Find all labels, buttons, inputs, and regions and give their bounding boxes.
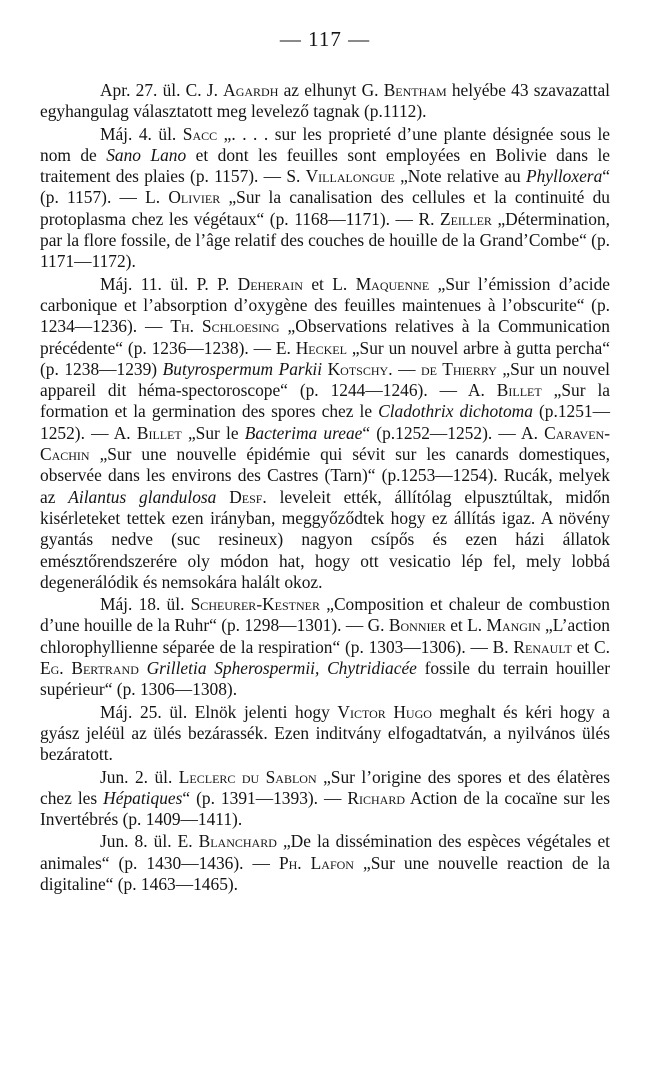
text-run: fossile du terrain houiller supérieur“ (p. 1306—1308). <box>40 658 611 700</box>
text-run: et L. <box>302 273 356 294</box>
author-name: Scheurer-Kestner <box>190 594 321 615</box>
text-run: „Détermination, par la flore fossile, de l’âge relatif des couches de houille de la Grand’Combe“ (p. 1171—1172). <box>40 208 610 272</box>
text-run: Action de la cocaïne sur les Invertébrés (p. 1409—1411). <box>40 787 610 830</box>
author-name: Renault <box>513 636 572 657</box>
text-run: et L. <box>445 615 487 636</box>
session-entry <box>40 767 610 831</box>
italic-term: Grilletia Spherospermii, Chytridiacée <box>146 658 417 679</box>
text-run: „Sur un nouvel appareil dit héma-spectoroscope“ (p. 1244—1246). — A. <box>40 358 611 401</box>
author-name: Bentham <box>383 80 447 100</box>
text-run: helyébe 43 szavazattal egyhangulag választatott meg levelező tagnak (p.1112). <box>40 80 610 122</box>
text-run: „Sur une nouvelle épidémie qui sévit sur les canards domestiques, observée dans les environs des Castres (Tarn)“ (p.1253—1254). Rucák, melyek az <box>40 444 610 507</box>
text-body <box>40 80 610 895</box>
author-name: Desf. <box>229 486 267 507</box>
text-run: Máj. 25. ül. Elnök jelenti hogy <box>100 701 338 722</box>
text-run: Jun. 2. ül. <box>100 766 179 787</box>
author-name: Mangin <box>486 615 541 636</box>
author-name: Villalongue <box>305 166 395 187</box>
italic-term: Butyrospermum Parkii <box>162 358 323 379</box>
text-run: Máj. 11. ül. P. P. <box>100 273 238 294</box>
text-run: „Sur la canalisation des cellules et la continuité du protoplasma chez les végétaux“ (p. 1168—1171). — R. <box>40 187 610 229</box>
italic-term: Sano Lano <box>106 144 187 165</box>
text-run: “ (p. 1157). — L. <box>40 166 610 208</box>
author-name: de Thierry <box>421 358 497 379</box>
text-run: Máj. 18. ül. <box>100 594 191 615</box>
italic-term: Hépatiques <box>103 787 183 808</box>
text-run <box>139 658 147 678</box>
text-run: “ (p. 1391—1393). — <box>182 787 348 808</box>
text-run: „Sur l’origine des spores et des élatères chez les <box>40 766 610 808</box>
author-name: Bonnier <box>388 615 446 636</box>
session-entry <box>40 702 610 766</box>
text-run: „Composition et chaleur de combustion d’une houille de la Ruhr“ (p. 1298—1301). — G. <box>40 594 610 636</box>
text-run: „. . . . sur les proprieté d’une plante désignée sous le nom de <box>40 123 610 165</box>
text-run: et C. <box>571 636 610 657</box>
text-run <box>216 487 229 507</box>
author-name: Richard <box>347 787 406 808</box>
author-name: Zeiller <box>439 208 492 229</box>
author-name: Heckel <box>295 337 347 358</box>
text-run: leveleit ették, állítólag elpusztúltak, midőn kisérleteket tettek ezen irányban, meggyőződtek hogy ez állítás igaz. A növény gyantás nedve (suc resineux) nagyon csípős és ezen házi állatok emésztőrendszerére oly módon hat, hogy ott vesicatio lép fel, mely lobbá degenerálódik és nemsokára halált okoz. <box>40 486 610 592</box>
author-name: Olivier <box>168 187 221 208</box>
text-run: meghalt és kéri hogy a gyász jeléül az ülés bezárassék. Ezen inditvány elfogadtatván, a nyilvános ülés bezáratott. <box>40 701 611 765</box>
text-run: „Sur l’émission d’acide carbonique et l’absorption d’oxygène des feuilles maintenues à l’obscurite“ (p. 1234—1236). — <box>40 273 610 337</box>
session-entry <box>40 274 610 593</box>
text-run: „Observations relatives à la Communication précédente“ (p. 1236—1238). — E. <box>40 316 611 358</box>
author-name: Th. Schloesing <box>170 316 280 337</box>
text-run: „L’action chlorophyllienne séparée de la respiration“ (p. 1303—1306). — B. <box>40 615 611 657</box>
author-name: Sacc <box>182 123 218 144</box>
italic-term: Ailantus glandulosa <box>68 486 217 507</box>
session-entry <box>40 124 610 273</box>
author-name: Caraven-Cachin <box>40 422 610 465</box>
text-run: az elhunyt G. <box>278 80 384 100</box>
text-run: „Sur la formation et la germination des spores chez le <box>40 380 610 422</box>
text-run: Apr. 27. ül. C. J. <box>100 80 224 100</box>
author-name: Ph. Lafon <box>278 852 354 873</box>
author-name: Billet <box>496 380 542 401</box>
author-name: Eg. Bertrand <box>40 658 139 679</box>
text-run: Jun. 8. ül. E. <box>100 831 199 852</box>
text-run: „Sur le <box>181 422 245 443</box>
author-name: Deherain <box>237 273 303 294</box>
text-run: „Sur un nouvel arbre à gutta percha“ (p. 1238—1239) <box>40 337 610 379</box>
author-name: Blanchard <box>198 831 277 852</box>
italic-term: Phylloxera <box>525 166 603 187</box>
text-run: et dont les feuilles sont employées en Bolivie dans le traitement des plaies (p. 1157). — S. <box>40 144 610 187</box>
text-run: . — <box>388 358 421 379</box>
italic-term: Bacterima ureae <box>244 422 363 443</box>
text-run: „De la dissémination des espèces végétales et animales“ (p. 1430—1436). — <box>40 831 610 873</box>
session-entry <box>40 80 610 123</box>
text-run: Máj. 4. ül. <box>100 123 183 144</box>
session-entry <box>40 831 610 895</box>
author-name: Agardh <box>223 80 279 100</box>
text-run: “ (p.1252—1252). — A. <box>362 422 545 443</box>
page-number: — 117 — <box>279 27 371 51</box>
author-name: Victor Hugo <box>337 701 432 722</box>
session-entry <box>40 594 610 700</box>
text-run: „Sur une nouvelle reaction de la digitaline“ (p. 1463—1465). <box>40 852 610 894</box>
author-name: Maquenne <box>355 273 430 294</box>
text-run: „Note relative au <box>394 166 526 187</box>
author-name: Billet <box>136 422 182 443</box>
author-name: Kotschy <box>327 358 389 379</box>
italic-term: Cladothrix dichotoma <box>378 401 533 422</box>
text-run: (p.1251—1252). — A. <box>40 401 610 443</box>
author-name: Leclerc du Sablon <box>178 766 317 787</box>
